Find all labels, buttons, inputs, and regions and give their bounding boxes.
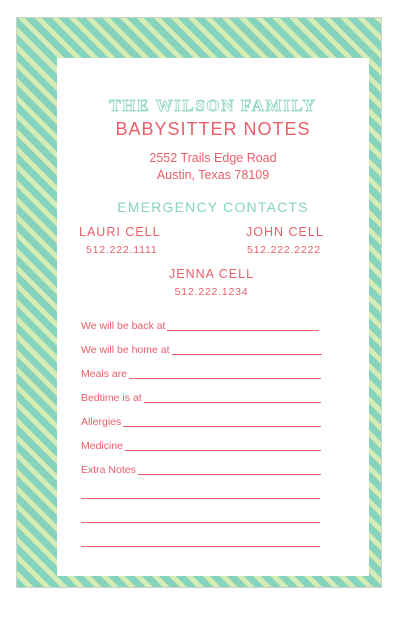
write-line[interactable] <box>138 473 321 475</box>
page-title: BABYSITTER NOTES <box>115 119 311 139</box>
field-label: Extra Notes <box>81 464 136 476</box>
contact-phone: 512.222.1111 <box>86 244 158 256</box>
contact-john <box>246 225 324 256</box>
contact-lauri <box>79 225 161 256</box>
write-line[interactable] <box>123 425 321 427</box>
write-line[interactable] <box>144 401 321 403</box>
field-bedtime[interactable] <box>81 388 321 404</box>
field-back-at[interactable] <box>81 316 319 332</box>
contact-jenna <box>169 267 254 298</box>
field-meals[interactable] <box>81 364 321 380</box>
field-label: Medicine <box>81 440 124 452</box>
notes-line[interactable] <box>81 522 320 523</box>
notes-panel <box>57 58 369 576</box>
write-line[interactable] <box>167 329 319 331</box>
family-name: THE WILSON FAMILY <box>109 96 317 115</box>
contact-phone: 512.222.2222 <box>247 244 321 256</box>
field-allergies[interactable] <box>81 412 321 428</box>
field-label: We will be back at <box>81 320 166 332</box>
field-label: Meals are <box>81 368 128 380</box>
field-label: We will be home at <box>81 344 170 356</box>
contact-name: JOHN CELL <box>246 225 324 239</box>
contact-name: LAURI CELL <box>79 225 161 239</box>
stationery-card <box>16 17 382 588</box>
notes-line[interactable] <box>81 546 320 547</box>
write-line[interactable] <box>172 353 322 355</box>
field-label: Allergies <box>81 416 122 428</box>
write-line[interactable] <box>125 449 321 451</box>
field-label: Bedtime is at <box>81 392 142 404</box>
notes-line[interactable] <box>81 498 320 499</box>
contact-phone: 512.222.1234 <box>174 286 249 298</box>
write-line[interactable] <box>129 377 321 379</box>
contact-name: JENNA CELL <box>169 267 255 281</box>
field-medicine[interactable] <box>81 436 321 452</box>
address-line-2: Austin, Texas 78109 <box>156 168 270 182</box>
address-line-1: 2552 Trails Edge Road <box>149 151 277 165</box>
field-home-at[interactable] <box>81 340 322 356</box>
emergency-contacts-heading: EMERGENCY CONTACTS <box>117 199 309 215</box>
field-extra-notes[interactable] <box>81 460 321 476</box>
